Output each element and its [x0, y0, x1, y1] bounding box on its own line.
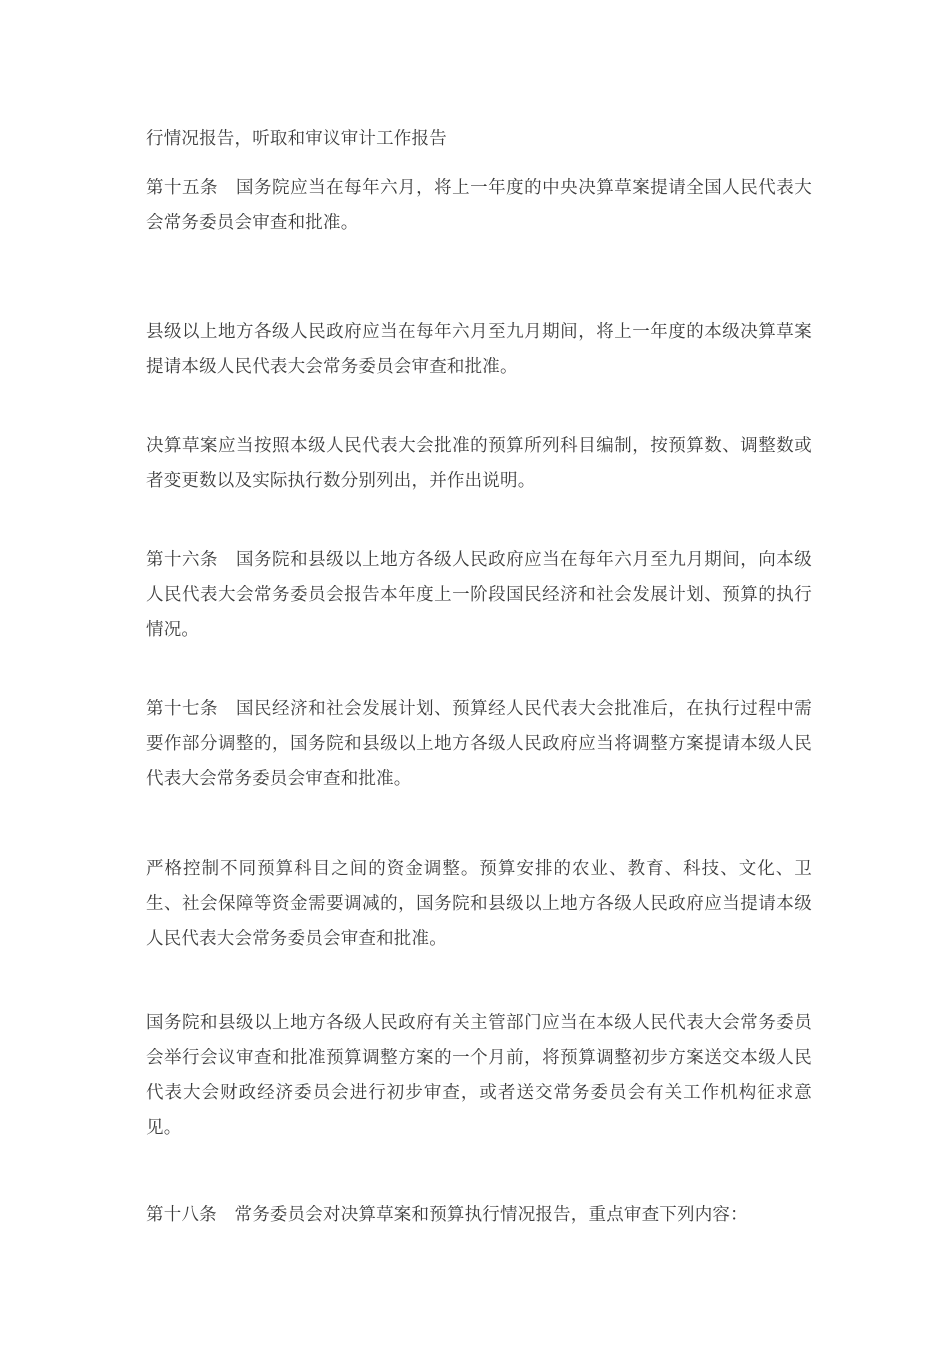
paragraph-article-18: 第十八条 常务委员会对决算草案和预算执行情况报告，重点审查下列内容： — [146, 1205, 748, 1225]
paragraph-article-15: 第十五条 国务院应当在每年六月，将上一年度的中央决算草案提请全国人民代表大会常务委员会审查和批准。 — [146, 178, 812, 233]
paragraph-continuation: 行情况报告，听取和审议审计工作报告 — [146, 129, 447, 149]
paragraph-fund-adjustment: 严格控制不同预算科目之间的资金调整。预算安排的农业、教育、科技、文化、卫生、社会保障等资金需要调减的，国务院和县级以上地方各级人民政府应当提请本级人民代表大会常务委员会审查和批准。 — [146, 859, 812, 949]
paragraph-article-17: 第十七条 国民经济和社会发展计划、预算经人民代表大会批准后，在执行过程中需要作部分调整的，国务院和县级以上地方各级人民政府应当将调整方案提请本级人民代表大会常务委员会审查和批准。 — [146, 699, 812, 789]
paragraph-local-final-accounts: 县级以上地方各级人民政府应当在每年六月至九月期间，将上一年度的本级决算草案提请本级人民代表大会常务委员会审查和批准。 — [146, 322, 812, 377]
paragraph-article-16: 第十六条 国务院和县级以上地方各级人民政府应当在每年六月至九月期间，向本级人民代表大会常务委员会报告本年度上一阶段国民经济和社会发展计划、预算的执行情况。 — [146, 550, 812, 640]
paragraph-final-accounts-compilation: 决算草案应当按照本级人民代表大会批准的预算所列科目编制，按预算数、调整数或者变更数以及实际执行数分别列出，并作出说明。 — [146, 436, 812, 491]
paragraph-preliminary-review: 国务院和县级以上地方各级人民政府有关主管部门应当在本级人民代表大会常务委员会举行会议审查和批准预算调整方案的一个月前，将预算调整初步方案送交本级人民代表大会财政经济委员会进行初步审查，或者送交常务委员会有关工作机构征求意见。 — [146, 1013, 812, 1138]
